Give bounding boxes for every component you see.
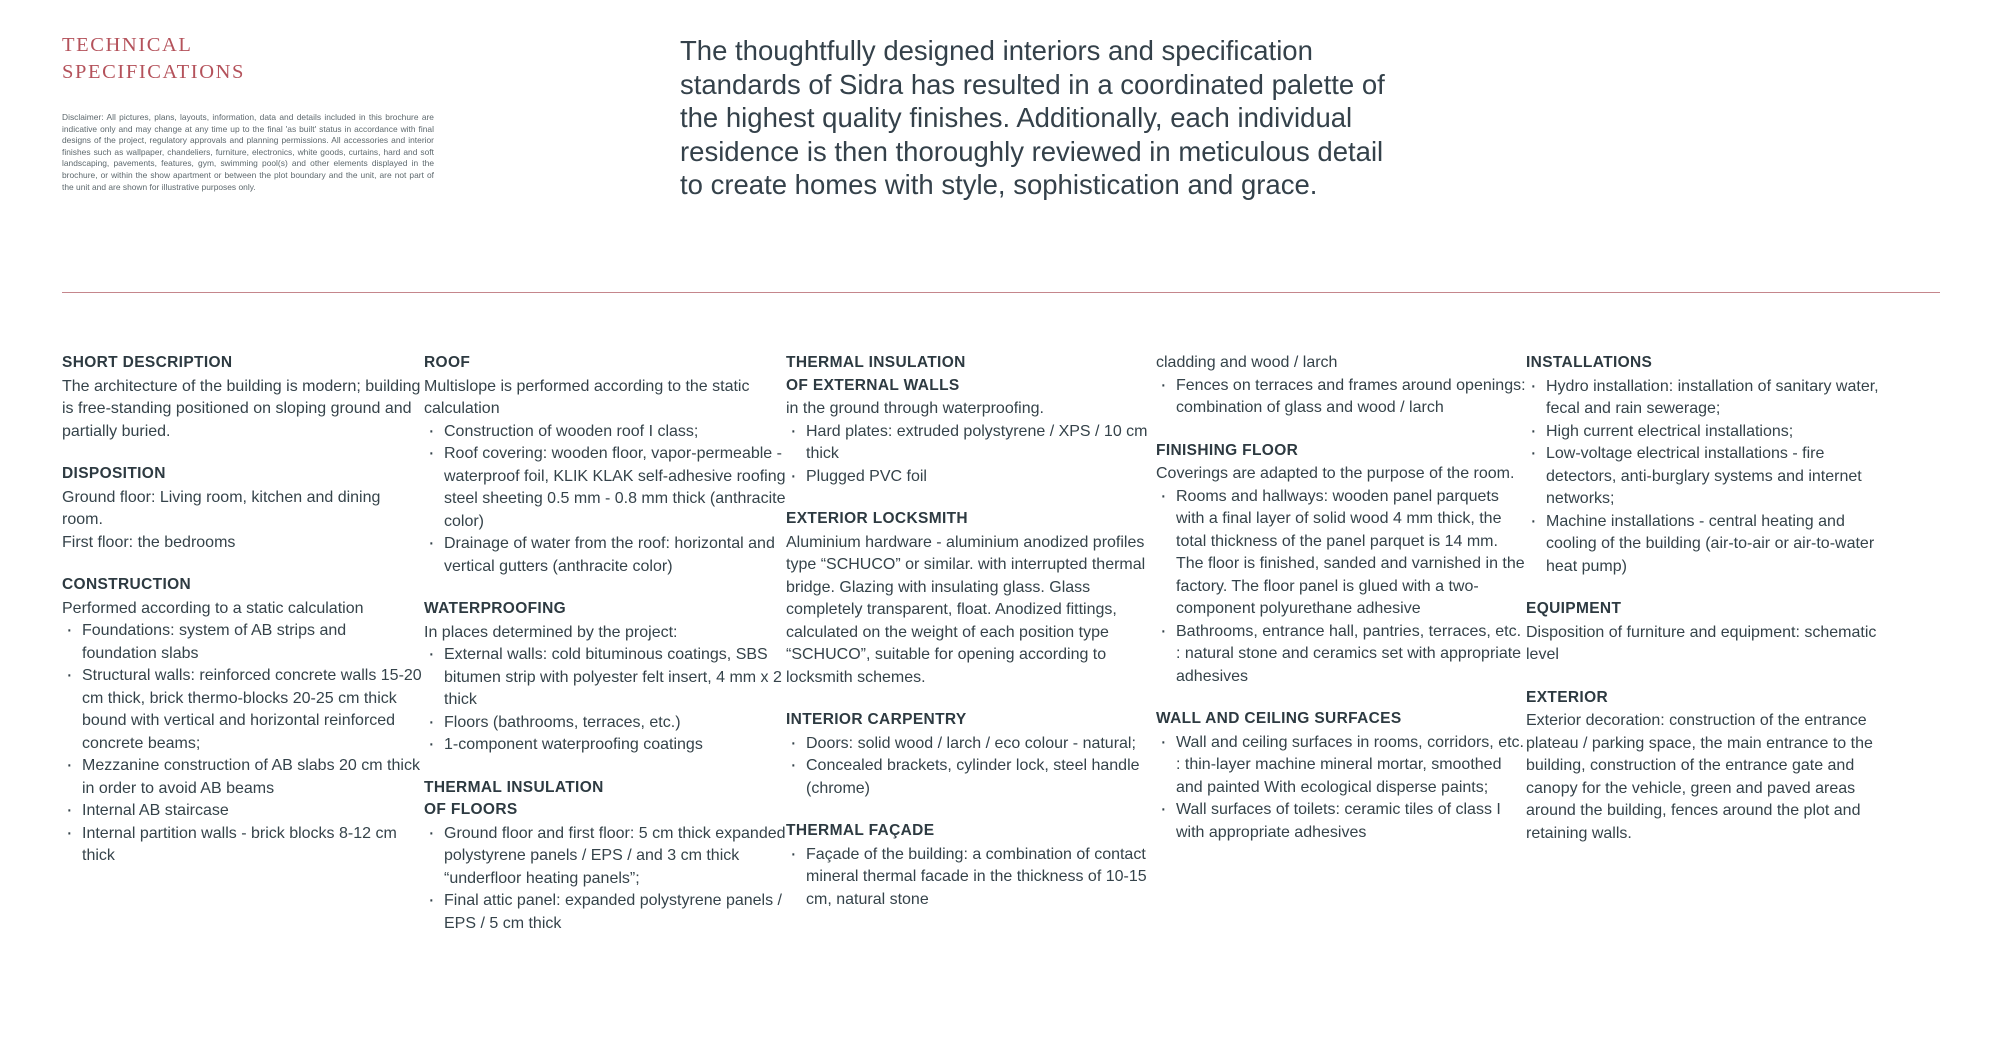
spec-block [1156,708,1526,844]
spec-bullet-list [1156,375,1526,420]
spec-block [786,709,1156,800]
list-item: · Ground floor and first floor: 5 cm thick expanded polystyrene panels / EPS / and 3 cm thick “underfloor heating panels”; [424,823,786,891]
page-title-line-1: TECHNICAL [62,34,193,56]
spec-block-title: INTERIOR CARPENTRY [786,711,967,728]
spec-block [1526,598,1896,667]
list-item: · Hard plates: extruded polystyrene / XPS / 10 cm thick [786,421,1156,466]
spec-bullet-list [424,644,786,757]
list-item: · High current electrical installations; [1526,421,1896,444]
spec-bullet-list [424,421,786,579]
spec-block [62,574,424,868]
spec-column [62,352,424,868]
header-right-column [617,32,1942,202]
list-item: · Rooms and hallways: wooden panel parquets with a final layer of solid wood 4 mm thick, the total thickness of the panel parquet is 14 mm. The floor is finished, sanded and varnished in the factory. The floor panel is glued with a two-component polyurethane adhesive [1156,486,1526,621]
spec-block [1526,687,1896,846]
spec-block [424,777,786,936]
spec-column [786,352,1156,911]
list-item: · Façade of the building: a combination of contact mineral thermal facade in the thickness of 10-15 cm, natural stone [786,844,1156,912]
spec-bullet-list [424,823,786,936]
specifications-columns [62,352,1942,935]
page-title [62,32,617,86]
spec-block-intro: Performed according to a static calculation [62,599,364,617]
spec-block-title: WATERPROOFING [424,600,567,617]
list-item: · Fences on terraces and frames around openings: combination of glass and wood / larch [1156,375,1526,420]
spec-block [424,352,786,578]
intro-paragraph: The thoughtfully designed interiors and specification standards of Sidra has resulted in a coordinated palette of the highest quality finishes. Additionally, each individual residence is then thoroughly reviewed in meticulous detail to create homes with style, sophistication and grace. [680,35,1385,200]
spec-block-title: INSTALLATIONS [1526,354,1653,371]
list-item: · Hydro installation: installation of sanitary water, fecal and rain sewerage; [1526,376,1896,421]
list-item: · Machine installations - central heating and cooling of the building (air-to-air or air-to-water heat pump) [1526,511,1896,579]
spec-block-title: FINISHING FLOOR [1156,441,1299,459]
spec-bullet-list [1156,486,1526,689]
spec-block-intro: Disposition of furniture and equipment: schematic level [1526,623,1877,663]
continuation-text: cladding and wood / larch [1156,354,1338,371]
spec-column [1526,352,1896,845]
list-item: · Plugged PVC foil [786,466,1156,489]
list-item: · Mezzanine construction of AB slabs 20 cm thick in order to avoid AB beams [62,755,424,800]
spec-block [1156,440,1526,689]
spec-block-title: CONSTRUCTION [62,576,192,593]
list-item: · Wall surfaces of toilets: ceramic tiles of class I with appropriate adhesives [1156,799,1526,844]
spec-bullet-list [786,844,1156,912]
spec-block-intro: Aluminium hardware - aluminium anodized profiles type “SCHUCO” or similar. with interrupted thermal bridge. Glazing with insulating glass. Glass completely transparent, float. Anodized fittings, calculated on the weight of each position type “SCHUCO”, suitable for opening according to locksmith schemes. [786,533,1146,686]
spec-block-title: SHORT DESCRIPTION [62,354,233,371]
spec-block-title: DISPOSITION [62,465,166,482]
list-item: · Construction of wooden roof I class; [424,421,786,444]
list-item: · Foundations: system of AB strips and foundation slabs [62,620,424,665]
spec-block [786,820,1156,911]
spec-block [424,598,786,757]
list-item: · Bathrooms, entrance hall, pantries, terraces, etc. : natural stone and ceramics set with appropriate adhesives [1156,621,1526,689]
spec-block-title: THERMAL INSULATION OF EXTERNAL WALLS [786,354,966,394]
spec-block-title: ROOF [424,354,471,371]
spec-block-title: EXTERIOR [1526,688,1609,706]
spec-block-intro: Ground floor: Living room, kitchen and dining room. First floor: the bedrooms [62,488,381,551]
spec-block-intro: Multislope is performed according to the static calculation [424,377,750,417]
header-left-column [62,32,617,202]
spec-bullet-list [786,733,1156,801]
list-item: · Structural walls: reinforced concrete walls 15-20 cm thick, brick thermo-blocks 20-25 cm thick bound with vertical and horizontal reinforced concrete beams; [62,665,424,755]
disclaimer-text: Disclaimer: All pictures, plans, layouts, information, data and details included in this brochure are indicative only and may change at any time up to the final 'as built' status in accordance with final designs of the project, regulatory approvals and planning permissions. All accessories and interior finishes such as wallpaper, chandeliers, furniture, electronics, white goods, curtains, hard and soft landscaping, pavements, features, gym, swimming pool(s) and other elements displayed in the brochure, or within the show apartment or between the plot boundary and the unit, are not part of the unit and are shown for illustrative purposes only. [62,112,434,192]
list-item: · 1-component waterproofing coatings [424,734,786,757]
spec-block-intro: in the ground through waterproofing. [786,400,1044,417]
list-item: · Doors: solid wood / larch / eco colour - natural; [786,733,1156,756]
spec-bullet-list [786,421,1156,489]
list-item: · Floors (bathrooms, terraces, etc.) [424,712,786,735]
spec-block-intro: In places determined by the project: [424,623,678,641]
spec-bullet-list [62,620,424,868]
spec-block-title: THERMAL INSULATION OF FLOORS [424,778,604,818]
spec-block-intro: Coverings are adapted to the purpose of the room. [1156,465,1515,482]
page-title-line-2: SPECIFICATIONS [62,61,246,83]
list-item: · Concealed brackets, cylinder lock, steel handle (chrome) [786,755,1156,800]
spec-column [424,352,786,935]
list-item: · Roof covering: wooden floor, vapor-permeable - waterproof foil, KLIK KLAK self-adhesive roofing steel sheeting 0.5 mm - 0.8 mm thick (anthracite color) [424,443,786,533]
spec-block-title: EXTERIOR LOCKSMITH [786,510,968,527]
page-header [62,32,1942,202]
spec-bullet-list [1156,732,1526,845]
header-divider [62,292,1940,293]
spec-block [786,508,1156,689]
spec-block [786,352,1156,488]
spec-block [1526,352,1896,578]
spec-block [62,352,424,443]
spec-block-title: THERMAL FAÇADE [786,822,935,839]
spec-bullet-list [1526,376,1896,579]
list-item: · Internal AB staircase [62,800,424,823]
list-item: · External walls: cold bituminous coatings, SBS bitumen strip with polyester felt insert, 4 mm x 2 thick [424,644,786,712]
spec-block-intro: The architecture of the building is modern; building is free-standing positioned on sloping ground and partially buried. [62,377,421,440]
spec-block-title: WALL AND CEILING SURFACES [1156,710,1402,727]
spec-block [62,463,424,554]
list-item: · Wall and ceiling surfaces in rooms, corridors, etc. : thin-layer machine mineral mortar, smoothed and painted With ecological disperse paints; [1156,732,1526,800]
spec-block-intro: Exterior decoration: construction of the entrance plateau / parking space, the main entrance to the building, construction of the entrance gate and canopy for the vehicle, green and paved areas around the building, fences around the plot and retaining walls. [1526,712,1873,842]
list-item: · Final attic panel: expanded polystyrene panels / EPS / 5 cm thick [424,890,786,935]
spec-column [1156,352,1526,844]
spec-block-title: EQUIPMENT [1526,600,1622,617]
list-item: · Internal partition walls - brick blocks 8-12 cm thick [62,823,424,868]
list-item: · Drainage of water from the roof: horizontal and vertical gutters (anthracite color) [424,533,786,578]
list-item: · Low-voltage electrical installations - fire detectors, anti-burglary systems and internet networks; [1526,443,1896,511]
